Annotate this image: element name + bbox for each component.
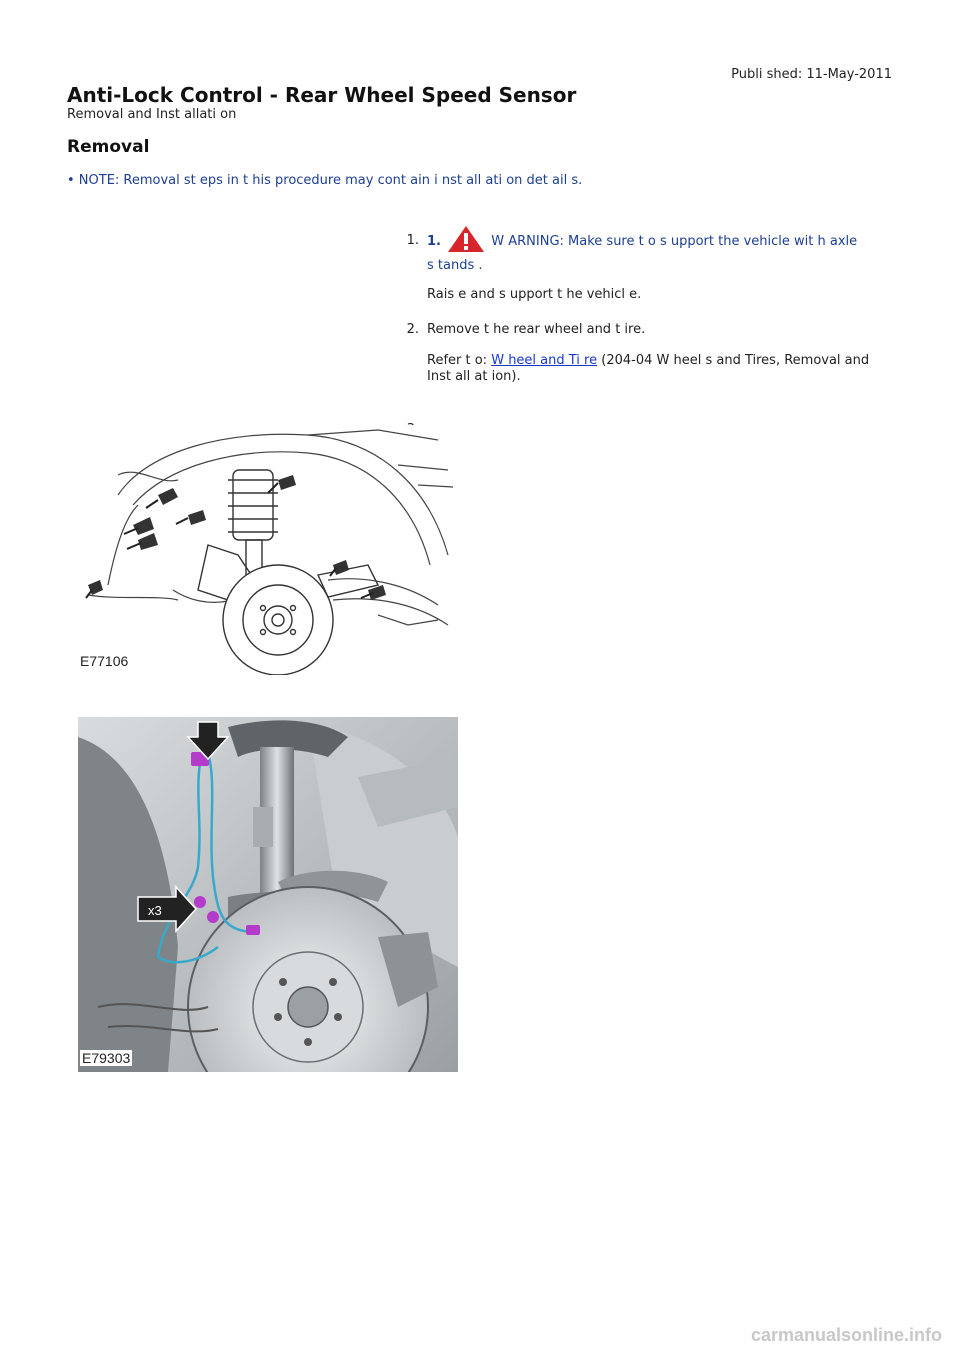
step-2-body xyxy=(427,322,877,385)
step-1-warning xyxy=(427,225,877,258)
figure-e77106 xyxy=(78,425,458,675)
published-date: Publi shed: 11-May-2011 xyxy=(731,67,892,82)
rear-suspension-illustration xyxy=(78,717,458,1072)
step-2-refer-2: Inst all at ion). xyxy=(427,369,521,384)
wheel-arch-liner-illustration xyxy=(78,425,458,675)
page-subtitle: Removal and Inst allati on xyxy=(67,107,237,122)
step-2-refer xyxy=(427,353,877,369)
step-1-detail: Rais e and s upport t he vehicl e. xyxy=(427,287,642,302)
warning-triangle-icon xyxy=(447,225,485,258)
step-1-body xyxy=(427,225,877,303)
watermark: carmanualsonline.info xyxy=(750,1325,942,1345)
step-1-number: 1. xyxy=(406,233,419,248)
refer-prefix: Refer t o: xyxy=(427,353,488,368)
step-1-warning-text: W ARNING: Make sure t o s upport the vehicle wit h axle xyxy=(491,234,858,249)
step-1-bold-prefix: 1. xyxy=(427,234,441,249)
section-heading: Removal xyxy=(67,137,150,157)
figure-callout-x3: x3 xyxy=(148,903,162,918)
page-title: Anti-Lock Control - Rear Wheel Speed Sensor xyxy=(67,83,577,107)
step-2-number: 2. xyxy=(406,322,419,337)
note-text: • NOTE: Removal st eps in t his procedure may cont ain i nst all ati on det ail s. xyxy=(67,173,583,188)
step-1-warning-text-2: s tands . xyxy=(427,258,483,273)
refer-suffix: (204-04 W heel s and Tires, Removal and xyxy=(601,353,870,368)
figure-e79303 xyxy=(78,717,458,1072)
wheel-and-tire-link[interactable]: W heel and Ti re xyxy=(491,353,598,368)
step-2-text: Remove t he rear wheel and t ire. xyxy=(427,322,646,337)
figure-label-e77106: E77106 xyxy=(80,653,129,669)
figure-label-e79303: E79303 xyxy=(82,1050,131,1066)
